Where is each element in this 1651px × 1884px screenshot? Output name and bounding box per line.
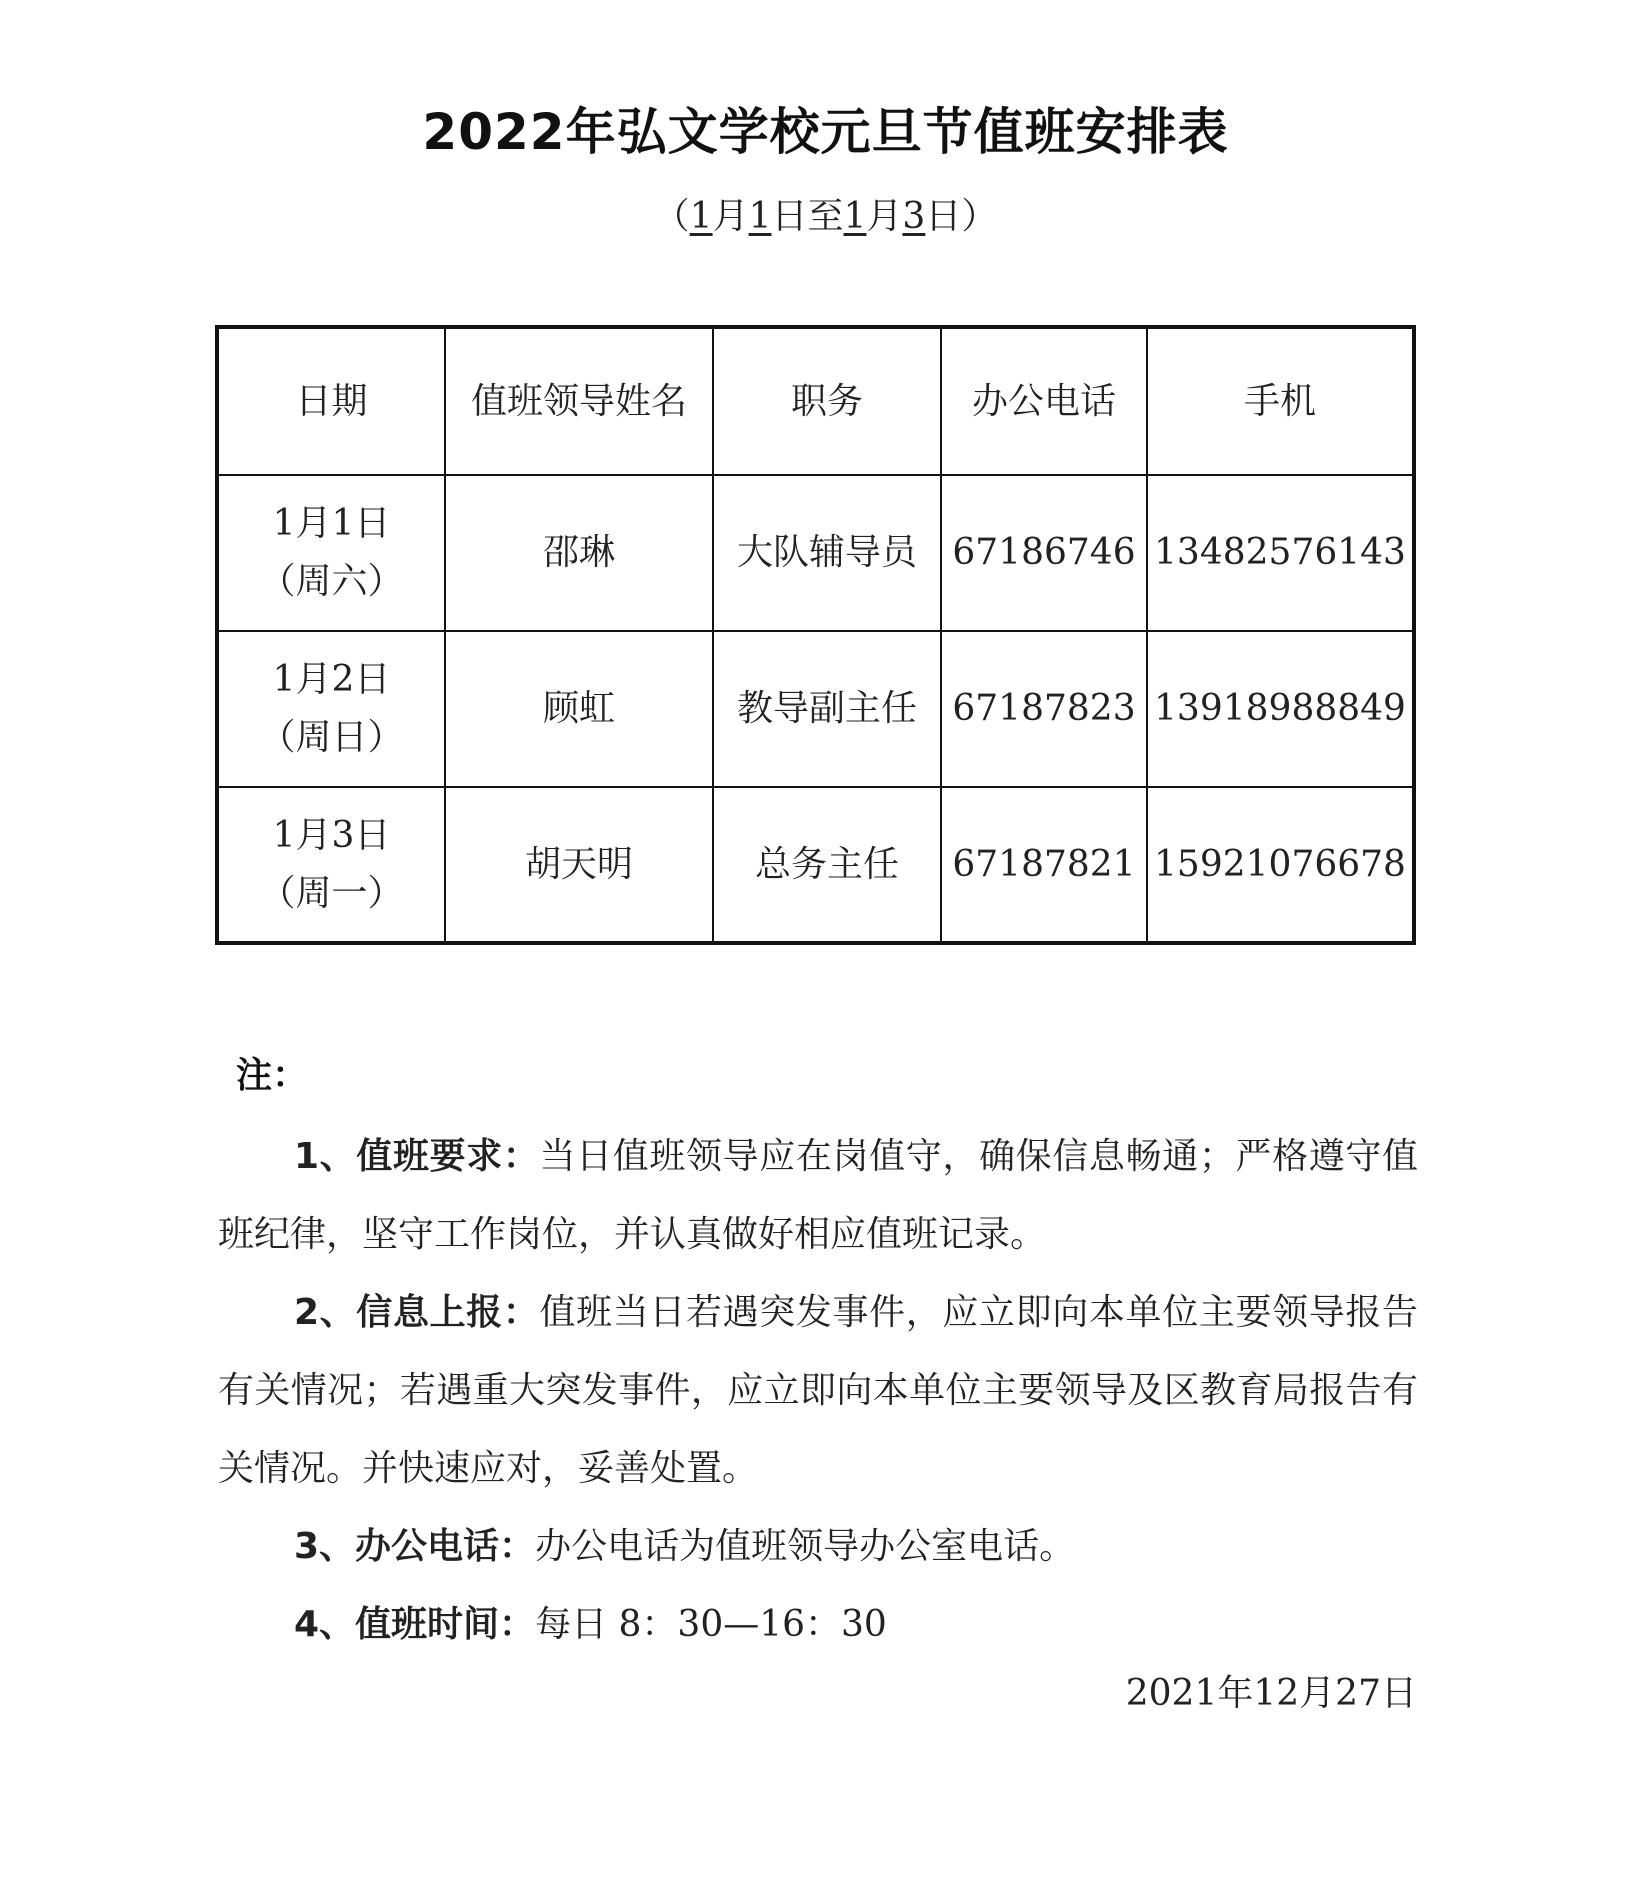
cell-date <box>217 631 445 787</box>
subtitle-open: （ <box>653 196 690 237</box>
date-text: 1月2日 <box>272 659 391 701</box>
cell-mobile: 13918988849 <box>1147 631 1414 787</box>
cell-office-phone: 67186746 <box>941 475 1147 631</box>
note-heading: 3、办公电话： <box>294 1526 536 1567</box>
note-heading: 1、值班要求： <box>294 1136 540 1177</box>
note-item <box>218 1274 1418 1508</box>
cell-leader-name: 邵琳 <box>445 475 713 631</box>
cell-date <box>217 787 445 943</box>
cell-office-phone: 67187821 <box>941 787 1147 943</box>
cell-date <box>217 475 445 631</box>
weekday-text: （周日） <box>259 717 404 758</box>
cell-position: 教导副主任 <box>713 631 941 787</box>
header-leader-name: 值班领导姓名 <box>445 327 713 475</box>
header-mobile: 手机 <box>1147 327 1414 475</box>
weekday-text: （周六） <box>259 561 404 602</box>
subtitle-start-month: 1 <box>689 196 713 237</box>
subtitle-end-day: 3 <box>902 196 926 237</box>
subtitle-text-1: 月 <box>712 196 749 237</box>
header-date: 日期 <box>217 327 445 475</box>
note-text: 办公电话为值班领导办公室电话。 <box>535 1526 1076 1567</box>
note-heading: 2、信息上报： <box>294 1292 540 1333</box>
subtitle-start-day: 1 <box>748 196 772 237</box>
weekday-text: （周一） <box>259 872 404 914</box>
note-item <box>218 1508 1418 1586</box>
cell-position: 大队辅导员 <box>713 475 941 631</box>
subtitle-text-4: 日） <box>925 196 998 237</box>
note-heading: 4、值班时间： <box>294 1604 536 1645</box>
cell-leader-name: 顾虹 <box>445 631 713 787</box>
cell-position: 总务主任 <box>713 787 941 943</box>
table-row <box>217 475 1414 631</box>
subtitle-text-2: 日至 <box>771 196 844 237</box>
note-item <box>218 1586 1418 1664</box>
cell-office-phone: 67187823 <box>941 631 1147 787</box>
date-text: 1月1日 <box>272 503 391 545</box>
notes-section <box>218 1118 1418 1664</box>
table-row <box>217 787 1414 943</box>
cell-mobile: 13482576143 <box>1147 475 1414 631</box>
date-text: 1月3日 <box>272 814 391 856</box>
note-item <box>218 1118 1418 1274</box>
header-position: 职务 <box>713 327 941 475</box>
issue-date: 2021年12月27日 <box>1125 1673 1417 1714</box>
document-title: 2022年弘文学校元旦节值班安排表 <box>422 103 1229 161</box>
subtitle-text-3: 月 <box>866 196 903 237</box>
note-text: 每日 8：30—16：30 <box>535 1604 887 1645</box>
note-text: 值班当日若遇突发事件，应立即向本单位主要领导报告有关情况；若遇重大突发事件，应立即向本单位主要领导及区教育局报告有关情况。并快速应对，妥善处置。 <box>218 1292 1418 1489</box>
duty-schedule-table <box>215 325 1416 945</box>
table-row <box>217 631 1414 787</box>
notes-label: 注： <box>236 1055 309 1096</box>
date-range-subtitle <box>0 188 1651 239</box>
subtitle-end-month: 1 <box>843 196 867 237</box>
note-text: 当日值班领导应在岗值守，确保信息畅通；严格遵守值班纪律，坚守工作岗位，并认真做好相应值班记录。 <box>218 1136 1418 1255</box>
cell-leader-name: 胡天明 <box>445 787 713 943</box>
header-office-phone: 办公电话 <box>941 327 1147 475</box>
cell-mobile: 15921076678 <box>1147 787 1414 943</box>
table-header-row <box>217 327 1414 475</box>
